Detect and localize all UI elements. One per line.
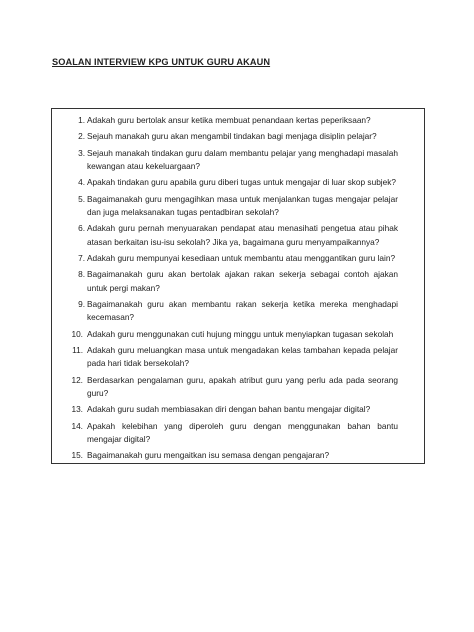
question-item	[72, 328, 398, 341]
question-text: Bagaimanakah guru mengaitkan isu semasa dengan pengajaran?	[87, 450, 330, 461]
document-title: SOALAN INTERVIEW KPG UNTUK GURU AKAUN	[52, 57, 271, 67]
question-item	[72, 222, 398, 249]
question-item	[72, 403, 398, 416]
question-number: 14.	[71, 420, 83, 431]
question-text: Bagaimanakah guru mengagihkan masa untuk menjalankan tugas mengajar pelajar dan juga melaksanakan tugas pentadbiran sekolah?	[87, 193, 398, 217]
question-number: 12.	[71, 374, 83, 385]
question-number: 7.	[78, 253, 85, 263]
question-item	[72, 193, 398, 220]
question-item	[72, 298, 398, 325]
question-number: 13.	[71, 404, 83, 415]
question-text: Adakah guru menggunakan cuti hujung minggu untuk menyiapkan tugasan sekolah	[87, 328, 394, 339]
question-text: Adakah guru mempunyai kesediaan untuk membantu atau menggantikan guru lain?	[87, 253, 396, 263]
question-number: 6.	[78, 223, 85, 234]
question-item	[72, 374, 398, 401]
question-text: Adakah guru meluangkan masa untuk mengadakan kelas tambahan kepada pelajar pada hari tidak bersekolah?	[87, 345, 398, 369]
question-number: 2.	[78, 131, 85, 142]
question-number: 15.	[71, 450, 83, 461]
question-text: Sejauh manakah guru akan mengambil tindakan bagi menjaga disiplin pelajar?	[87, 131, 377, 142]
question-number: 10.	[71, 328, 83, 339]
question-number: 4.	[78, 177, 85, 188]
question-text: Adakah guru bertolak ansur ketika membuat penandaan kertas peperiksaan?	[87, 115, 371, 125]
question-number: 8.	[78, 269, 85, 280]
question-item	[72, 420, 398, 447]
question-number: 3.	[78, 147, 85, 158]
question-item	[72, 147, 398, 174]
question-text: Apakah kelebihan yang diperoleh guru dengan menggunakan bahan bantu mengajar digital?	[87, 420, 398, 445]
question-item	[72, 449, 398, 462]
question-text: Apakah tindakan guru apabila guru diberi tugas untuk mengajar di luar skop subjek?	[87, 177, 397, 188]
question-text: Berdasarkan pengalaman guru, apakah atribut guru yang perlu ada pada seorang guru?	[87, 374, 398, 399]
question-item	[72, 268, 398, 295]
question-item	[72, 130, 398, 143]
question-item	[72, 252, 398, 265]
question-item	[72, 344, 398, 371]
question-text: Sejauh manakah tindakan guru dalam membantu pelajar yang menghadapi masalah kewangan atau kekeluargaan?	[87, 147, 398, 171]
question-text: Adakah guru pernah menyuarakan pendapat atau menasihati pengetua atau pihak atasan berkaitan isu-isu sekolah? Jika ya, bagaimana guru menyampaikannya?	[87, 223, 398, 247]
question-box	[51, 108, 425, 464]
question-text: Bagaimanakah guru akan membantu rakan sekerja ketika mereka menghadapi kecemasan?	[87, 299, 398, 323]
question-item	[72, 176, 398, 189]
question-number: 5.	[78, 193, 85, 204]
question-list	[72, 114, 398, 466]
question-number: 9.	[78, 299, 85, 309]
question-number: 1.	[78, 115, 85, 125]
question-text: Adakah guru sudah membiasakan diri dengan bahan bantu mengajar digital?	[87, 404, 371, 415]
question-number: 11.	[72, 345, 83, 355]
question-item	[72, 114, 398, 127]
question-text: Bagaimanakah guru akan bertolak ajakan rakan sekerja sebagai contoh ajakan untuk pergi makan?	[87, 269, 398, 293]
